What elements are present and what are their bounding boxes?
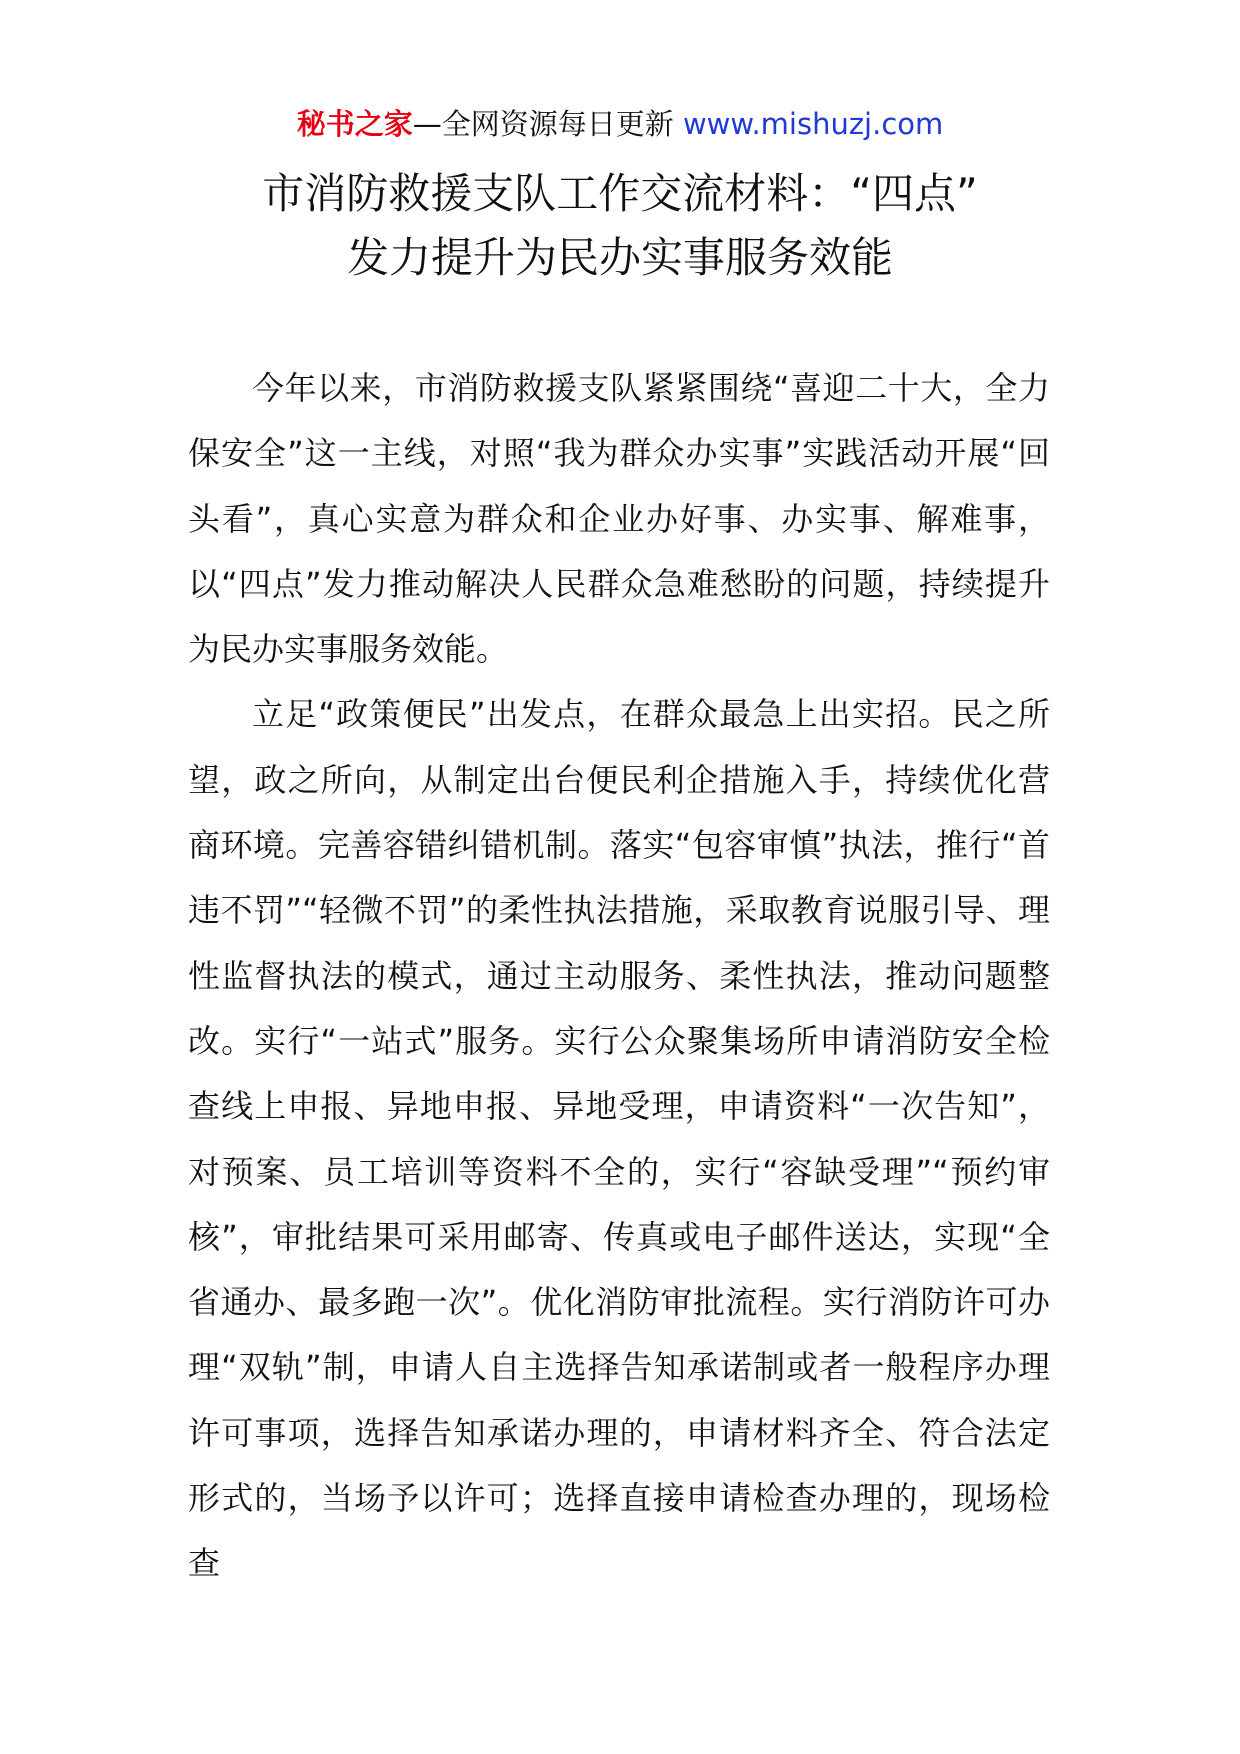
header-slogan: —全网资源每日更新	[412, 107, 683, 141]
paragraph: 今年以来，市消防救援支队紧紧围绕“喜迎二十大，全力保安全”这一主线，对照“我为群众办实事”实践活动开展“回头看”，真心实意为群众和企业办好事、办实事、解难事，以“四点”发力推动解决人民群众急难愁盼的问题，持续提升为民办实事服务效能。	[188, 369, 1050, 669]
brand-name: 秘书之家	[296, 107, 413, 141]
paragraph: 立足“政策便民”出发点，在群众最急上出实招。民之所望，政之所向，从制定出台便民利企措施入手，持续优化营商环境。完善容错纠错机制。落实“包容审慎”执法，推行“首违不罚”“轻微不罚”的柔性执法措施，采取教育说服引导、理性监督执法的模式，通过主动服务、柔性执法，推动问题整改。实行“一站式”服务。实行公众聚集场所申请消防安全检查线上申报、异地申报、异地受理，申请资料“一次告知”，对预案、员工培训等资料不全的，实行“容缺受理”“预约审核”，审批结果可采用邮寄、传真或电子邮件送达，实现“全省通办、最多跑一次”。优化消防审批流程。实行消防许可办理“双轨”制，申请人自主选择告知承诺制或者一般程序办理许可事项，选择告知承诺办理的，申请材料齐全、符合法定形式的，当场予以许可；选择直接申请检查办理的，现场检查	[188, 695, 1050, 1583]
document-body	[188, 356, 1050, 1597]
document-title	[100, 162, 1140, 290]
title-line-1: 市消防救援支队工作交流材料：“四点”	[262, 169, 978, 218]
site-url[interactable]: www.mishuzj.com	[682, 107, 944, 141]
site-header	[0, 104, 1240, 144]
title-line-2: 发力提升为民办实事服务效能	[346, 233, 893, 282]
